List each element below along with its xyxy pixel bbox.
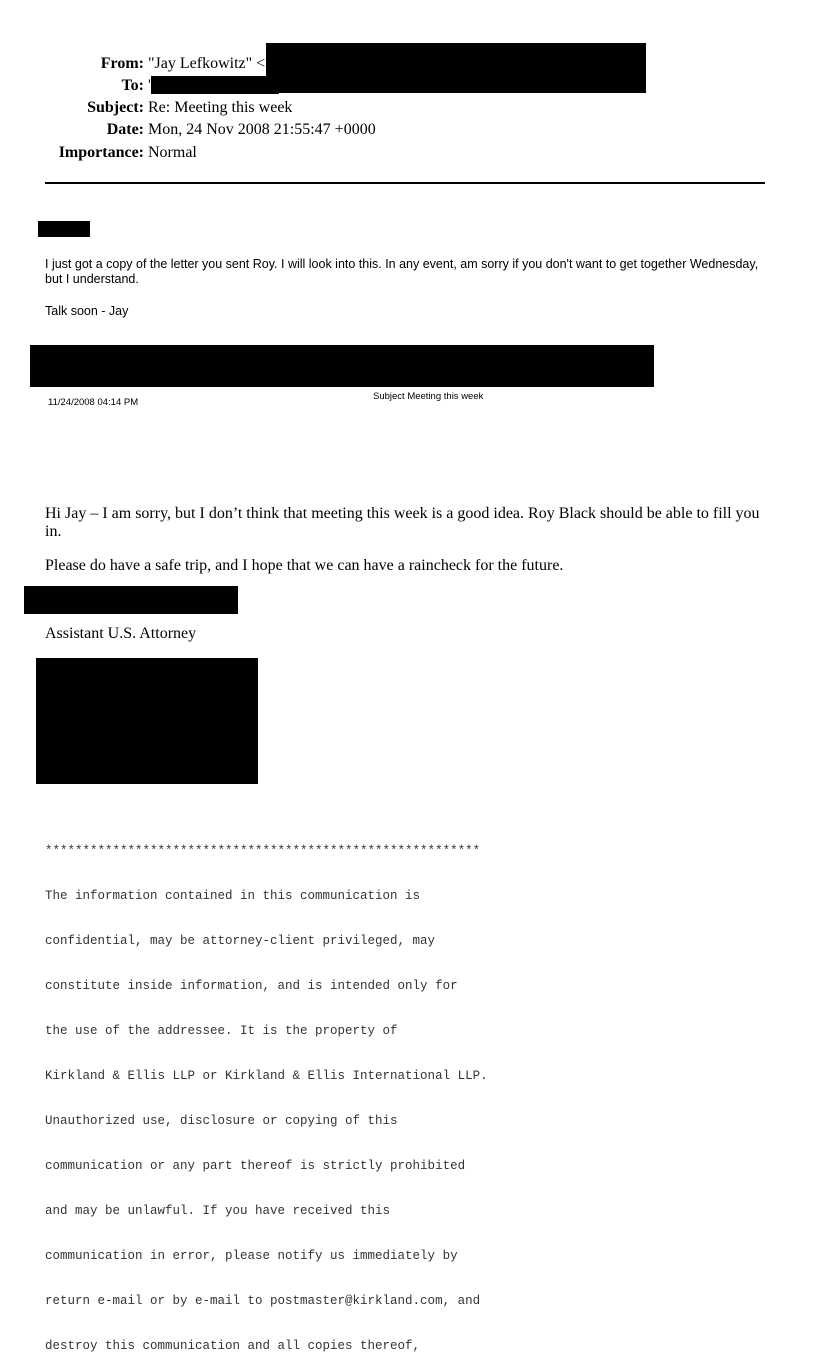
- legal-disclaimer: [45, 814, 488, 1369]
- quoted-subject-value: Meeting this week: [407, 391, 484, 402]
- header-divider: [45, 182, 765, 184]
- reply-signoff: Talk soon - Jay: [45, 304, 129, 318]
- disclaimer-line: Unauthorized use, disclosure or copying of this: [45, 1114, 398, 1128]
- redaction-signature-name: [24, 586, 238, 614]
- disclaimer-line: destroy this communication and all copies thereof,: [45, 1339, 421, 1353]
- date-label: Date:: [106, 121, 144, 138]
- disclaimer-line: communication in error, please notify us immediately by: [45, 1249, 458, 1263]
- date-value: Mon, 24 Nov 2008 21:55:47 +0000: [148, 121, 376, 138]
- disclaimer-line: The information contained in this communication is: [45, 889, 421, 903]
- importance-label: Importance:: [58, 144, 144, 161]
- signature-title: Assistant U.S. Attorney: [45, 625, 197, 642]
- disclaimer-line: the use of the addressee. It is the property of: [45, 1024, 398, 1038]
- disclaimer-line: constitute inside information, and is intended only for: [45, 979, 458, 993]
- disclaimer-line: confidential, may be attorney-client privileged, may: [45, 934, 436, 948]
- quoted-paragraph-2: Please do have a safe trip, and I hope that we can have a raincheck for the future.: [45, 557, 564, 574]
- quoted-timestamp: 11/24/2008 04:14 PM: [48, 397, 139, 408]
- reply-paragraph: I just got a copy of the letter you sent Roy. I will look into this. In any event, am sorry if you don't want to get together Wednesday, but I understand.: [45, 257, 759, 286]
- redaction-salutation: [38, 221, 90, 237]
- disclaimer-line: and may be unlawful. If you have received this: [45, 1204, 391, 1218]
- quoted-subject-label: Subject: [373, 391, 405, 402]
- to-value: ': [148, 77, 151, 94]
- disclaimer-line: Kirkland & Ellis LLP or Kirkland & Ellis International LLP.: [45, 1069, 488, 1083]
- redaction-signature-block: [36, 658, 258, 784]
- disclaimer-line: **********************************************************: [45, 844, 481, 858]
- subject-label: Subject:: [87, 99, 144, 116]
- redaction-from-address: [266, 43, 646, 93]
- to-label: To:: [121, 77, 144, 94]
- disclaimer-line: communication or any part thereof is strictly prohibited: [45, 1159, 466, 1173]
- subject-value: Re: Meeting this week: [148, 99, 293, 116]
- from-value: "Jay Lefkowitz" <: [148, 55, 266, 72]
- quoted-paragraph-1: Hi Jay – I am sorry, but I don’t think that meeting this week is a good idea. Roy Black should be able to fill you in.: [45, 505, 760, 540]
- importance-value: Normal: [148, 144, 197, 161]
- quoted-subject: [373, 391, 483, 402]
- redaction-to-address: [151, 76, 279, 94]
- redaction-quoted-sender: [30, 345, 654, 387]
- from-label: From:: [100, 55, 144, 72]
- disclaimer-line: return e-mail or by e-mail to postmaster@kirkland.com, and: [45, 1294, 481, 1308]
